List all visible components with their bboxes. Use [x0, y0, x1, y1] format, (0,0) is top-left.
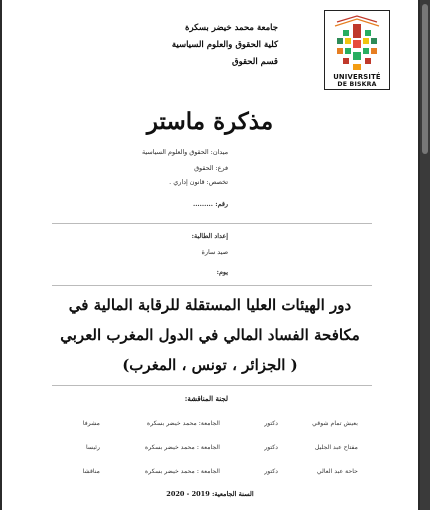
- branch-line: فرع: الحقوق: [194, 164, 228, 172]
- department-name: قسم الحقوق: [232, 57, 278, 67]
- jury-member-institution: الجامعة: محمد خيضر بسكرة: [146, 420, 220, 427]
- academic-year: السنة الجامعية: 2019 - 2020: [166, 490, 254, 498]
- faculty-name: كلية الحقوق والعلوم السياسية: [171, 40, 278, 50]
- jury-title: لجنة المناقشة:: [184, 394, 228, 403]
- jury-member-role: رئيسا: [86, 444, 100, 451]
- number-line: رقم: .........: [192, 200, 228, 208]
- logo-text-line1: UNIVERSITÉ: [333, 73, 381, 81]
- jury-member-rank: دكتور: [264, 420, 278, 427]
- divider: [52, 223, 372, 224]
- thesis-title-line3: ( الجزائر ، تونس ، المغرب): [122, 356, 298, 374]
- university-header: [98, 20, 278, 71]
- day-label: يوم:: [216, 268, 228, 276]
- logo-emblem-icon: [331, 14, 383, 72]
- jury-member-name: مفتاح عبد الجليل: [314, 444, 358, 451]
- jury-member-role: مناقشا: [82, 468, 100, 475]
- jury-member-name: بعيش تمام شوقي: [312, 420, 358, 427]
- divider: [52, 285, 372, 286]
- jury-member-name: حاحة عبد العالي: [316, 468, 358, 475]
- specialty-line: تخصص: قانون إداري .: [169, 178, 228, 186]
- university-logo: [324, 10, 390, 90]
- scrollbar-thumb[interactable]: [422, 4, 428, 154]
- document-page: [2, 0, 418, 510]
- thesis-title-line2: مكافحة الفساد المالي في الدول المغرب العربي: [60, 326, 360, 344]
- jury-member-institution: الجامعة : محمد خيضر بسكرة: [145, 444, 220, 451]
- divider: [52, 385, 372, 386]
- field-line: ميدان: الحقوق والعلوم السياسية: [141, 148, 228, 156]
- jury-member-institution: الجامعة : محمد خيضر بسكرة: [145, 468, 220, 475]
- thesis-title-line1: دور الهيئات العليا المستقلة للرقابة المالية في: [68, 296, 352, 314]
- jury-member-role: مشرفا: [82, 420, 100, 427]
- logo-text-line2: DE BISKRA: [337, 81, 377, 88]
- student-name: صيد سارة: [201, 248, 228, 256]
- university-name: جامعة محمد خيضر بسكرة: [184, 23, 278, 33]
- prepared-by-label: إعداد الطالبة:: [191, 232, 228, 240]
- jury-member-rank: دكتور: [264, 468, 278, 475]
- jury-member-rank: دكتور: [264, 444, 278, 451]
- page-title: مذكرة ماستر: [146, 108, 274, 135]
